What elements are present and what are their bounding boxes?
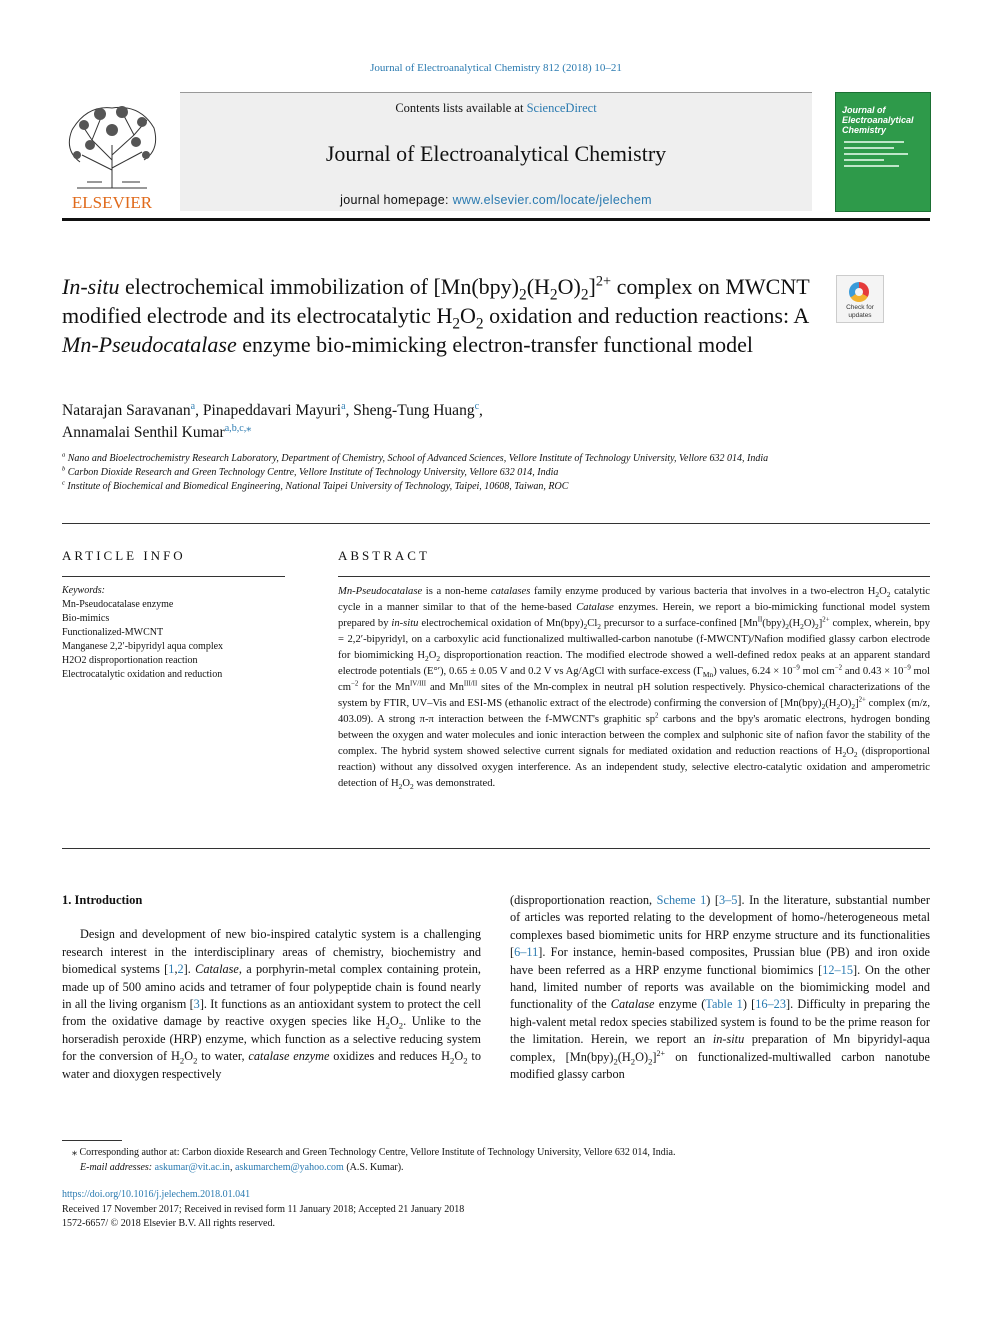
affiliation-item: $^a$ Nano and Bioelectrochemistry Research Laboratory, Department of Chemistry, School of Advanced Sciences, Vellore Institute of Technology University, Vellore 632 014, India: [62, 451, 769, 464]
author-list: Natarajan Saravanan$^a$, Pinapeddavari Mayuri$^a$, Sheng-Tung Huang$^c$, Annamalai Senthil Kumar$^{a,b,c,⁎}$: [62, 400, 483, 441]
intro-paragraph: Design and development of new bio-inspired catalytic system is a challenging research interest in the interdisciplinary areas of chemistry, biochemistry and biomedical systems [1,2]. Catalase, a porphyrin-metal complex containing protein, made up of 500 amino acids and tetramer of four polypeptide chain is found nearly in all the living organism [3]. It functions as an antioxidant system to protect the cell from the oxidative damage by reactive oxygen species like $H_2O_2$. Unlike to the horseradish peroxide (HRP) enzyme, which function as a selective reducing system for the conversion of $H_2O_2$ to water, catalase enzyme oxidizes and reduces $H_2O_2$ to water and dioxygen respectively: [62, 927, 481, 1081]
article-footer: [62, 1188, 932, 1232]
keywords-label: Keywords:: [62, 585, 105, 596]
author-affiliation-mark[interactable]: a: [190, 400, 196, 412]
doi-link[interactable]: https://doi.org/10.1016/j.jelechem.2018.01.041: [62, 1189, 251, 1200]
footnote-rule: [62, 1140, 122, 1141]
sciencedirect-link[interactable]: ScienceDirect: [526, 101, 597, 115]
keyword-item: Bio-mimics: [62, 613, 110, 624]
author-name: Annamalai Senthil Kumar: [62, 424, 225, 441]
email-link[interactable]: askumar@vit.ac.in: [154, 1162, 230, 1173]
intro-right-column: (disproportionation reaction, Scheme 1) [3–5]. In the literature, substantial number of articles was reported relating to the development of homo-/heterogeneous metal complexes based biomimetic units for HRP enzyme structure and its functionalities [6–11]. For instance, hemin-based composites, Prussian blue (PB) and iron oxide have been referred as a HRP enzyme functional biomimics [12–15]. On the other hand, limited number of reports was available on the biomimicking model and functionality of the Catalase enzyme (Table 1) [16–23]. Difficulty in preparing the high-valent metal redox species stabilized system is found to be the prime reason for the limitation. Herein, we report an in-situ preparation of Mn bipyridyl-aqua complex, $[Mn(bpy)_2(H_2O)_2]^{2+}$ on functionalized-multiwalled carbon nanotube modified glassy carbon: [510, 893, 931, 1082]
header-rule: [62, 218, 930, 221]
journal-citation[interactable]: Journal of Electroanalytical Chemistry 812 (2018) 10–21: [370, 62, 622, 74]
intro-left-column: [62, 892, 481, 1083]
contents-line: Contents lists available at ScienceDirect: [395, 101, 597, 115]
divider: [62, 576, 285, 577]
author-name: Sheng-Tung Huang: [353, 402, 475, 419]
crossmark-icon: [849, 282, 869, 302]
author-name: Natarajan Saravanan: [62, 402, 191, 419]
author-name: Pinapeddavari Mayuri: [202, 402, 342, 419]
citation-link[interactable]: 6–11: [514, 945, 539, 960]
check-for-updates-button[interactable]: [836, 275, 884, 323]
affiliation-item: $^c$ Institute of Biochemical and Biomedical Engineering, National Taipei University of Technology, Taipei, 10608, Taiwan, ROC: [62, 479, 569, 492]
citation-link[interactable]: 1: [168, 962, 175, 977]
keywords-block: [62, 584, 287, 682]
keyword-item: Electrocatalytic oxidation and reduction: [62, 669, 223, 680]
email-line: E-mail addresses: askumar@vit.ac.in, askumarchem@yahoo.com (A.S. Kumar).: [80, 1162, 404, 1173]
divider: [62, 523, 930, 524]
elsevier-wordmark: ELSEVIER: [71, 193, 153, 212]
keyword-item: Manganese 2,2′-bipyridyl aqua complex: [62, 641, 224, 652]
corresponding-author-footnote: [62, 1145, 932, 1175]
table-link[interactable]: Table 1: [705, 997, 743, 1012]
article-dates: Received 17 November 2017; Received in revised form 11 January 2018; Accepted 21 January 2018: [62, 1203, 465, 1215]
keyword-item: Mn-Pseudocatalase enzyme: [62, 599, 174, 610]
divider: [338, 576, 930, 577]
affiliations: [62, 452, 822, 494]
author-affiliation-mark[interactable]: a: [341, 400, 346, 412]
scheme-link[interactable]: Scheme 1: [656, 893, 707, 907]
article-title: In-situ electrochemical immobilization of $[Mn(bpy)_2(H_2O)_2]^{2+}$ complex on MWCNT modified electrode and its electrocatalytic $H_2O_2$ oxidation and reduction reactions: A Mn-Pseudocatalase enzyme bio-mimicking electron-transfer functional model: [62, 273, 810, 357]
check-for-updates-label: Check for updates: [846, 304, 874, 319]
journal-cover-thumbnail[interactable]: [835, 92, 931, 212]
cover-text-lines: [844, 141, 914, 181]
abstract-text: Mn-Pseudocatalase is a non-heme catalases family enzyme produced by various bacteria that involves in a two-electron $H_2O_2$ catalytic cycle in a manner similar to that of the heme-based Catalase enzymes. Herein, we report a bio-mimicking functional model system prepared by in-situ electrochemical oxidation of $Mn(bpy)_2Cl_2$ precursor to a surface-confined $[Mn^{II}(bpy)_2(H_2O)_2]^{2+}$ complex, wherein, bpy = 2,2′-bipyridyl, on a carboxylic acid functionalized multiwalled-carbon nanotube (f-MWCNT)/Nafion modified glassy carbon electrode for biomimicking $H_2O_2$ disproportionation reaction. The modified electrode showed a well-defined redox peaks at an apparent standard electrode potentials (E°′), 0.65 ± 0.05 V and 0.2 V vs Ag/AgCl with surface-excess $(\Gamma_{Mn})$ values, $6.24 \times 10^{-9}$ mol $cm^{-2}$ and $0.43 \times 10^{-9}$ mol $cm^{-2}$ for the $Mn^{IV/III}$ and $Mn^{III/II}$ sites of the Mn-complex in neutral pH solution respectively. Physico-chemical characterizations of the system by FTIR, UV–Vis and ESI-MS (ethanolic extract of the electrode) confirming the conversion of $[Mn(bpy)_2(H_2O)_2]^{2+}$ complex (m/z, 403.09). A strong π-π interaction between the f-MWCNT's graphitic $sp^2$ carbons and the bpy's aromatic electrons, hydrogen bonding between the oxygen and water molecules and ionic interaction between the complex and sulphonic site of nafion favor the stability of the complex. The hybrid system showed selective current signals for mediated oxidation and reduction reactions of $H_2O_2$ (disproportional reaction) without any dissolved oxygen interference. As an independent study, selective electro-catalytic oxidation and amperometric detection of $H_2O_2$ was demonstrated.: [338, 586, 931, 792]
citation-link[interactable]: 2: [177, 962, 184, 977]
cover-title: Journal of Electroanalytical Chemistry: [842, 105, 914, 135]
author-affiliation-mark[interactable]: c: [474, 400, 480, 412]
citation-link[interactable]: 3–5: [718, 893, 738, 907]
email-link[interactable]: askumarchem@yahoo.com: [234, 1162, 344, 1173]
article-info-heading: ARTICLE INFO: [62, 548, 186, 563]
keyword-item: H2O2 disproportionation reaction: [62, 655, 198, 666]
journal-name: Journal of Electroanalytical Chemistry: [325, 141, 667, 166]
section-heading: 1. Introduction: [62, 893, 143, 907]
divider: [62, 848, 930, 849]
elsevier-logo: [62, 100, 162, 212]
citation-link[interactable]: 16–23: [755, 997, 786, 1012]
affiliation-item: $^b$ Carbon Dioxide Research and Green Technology Centre, Vellore Institute of Technology University, Vellore 632 014, India: [62, 465, 559, 478]
journal-header: [180, 92, 812, 211]
citation-link[interactable]: 12–15: [822, 962, 853, 977]
citation-link[interactable]: 3: [193, 997, 200, 1012]
homepage-line: journal homepage: www.elsevier.com/locate/jelechem: [340, 193, 652, 207]
corresponding-author-note: ⁎ Corresponding author at: Carbon dioxide Research and Green Technology Centre, Vellore Institute of Technology University, Vellore 632 014, India.: [72, 1147, 676, 1158]
abstract-heading: ABSTRACT: [338, 548, 430, 563]
keyword-item: Functionalized-MWCNT: [62, 627, 164, 638]
author-affiliation-mark[interactable]: a,b,c,⁎: [224, 422, 252, 434]
copyright-notice: 1572-6657/ © 2018 Elsevier B.V. All rights reserved.: [62, 1218, 275, 1229]
homepage-link[interactable]: www.elsevier.com/locate/jelechem: [452, 193, 652, 207]
elsevier-tree-icon: [62, 100, 162, 212]
